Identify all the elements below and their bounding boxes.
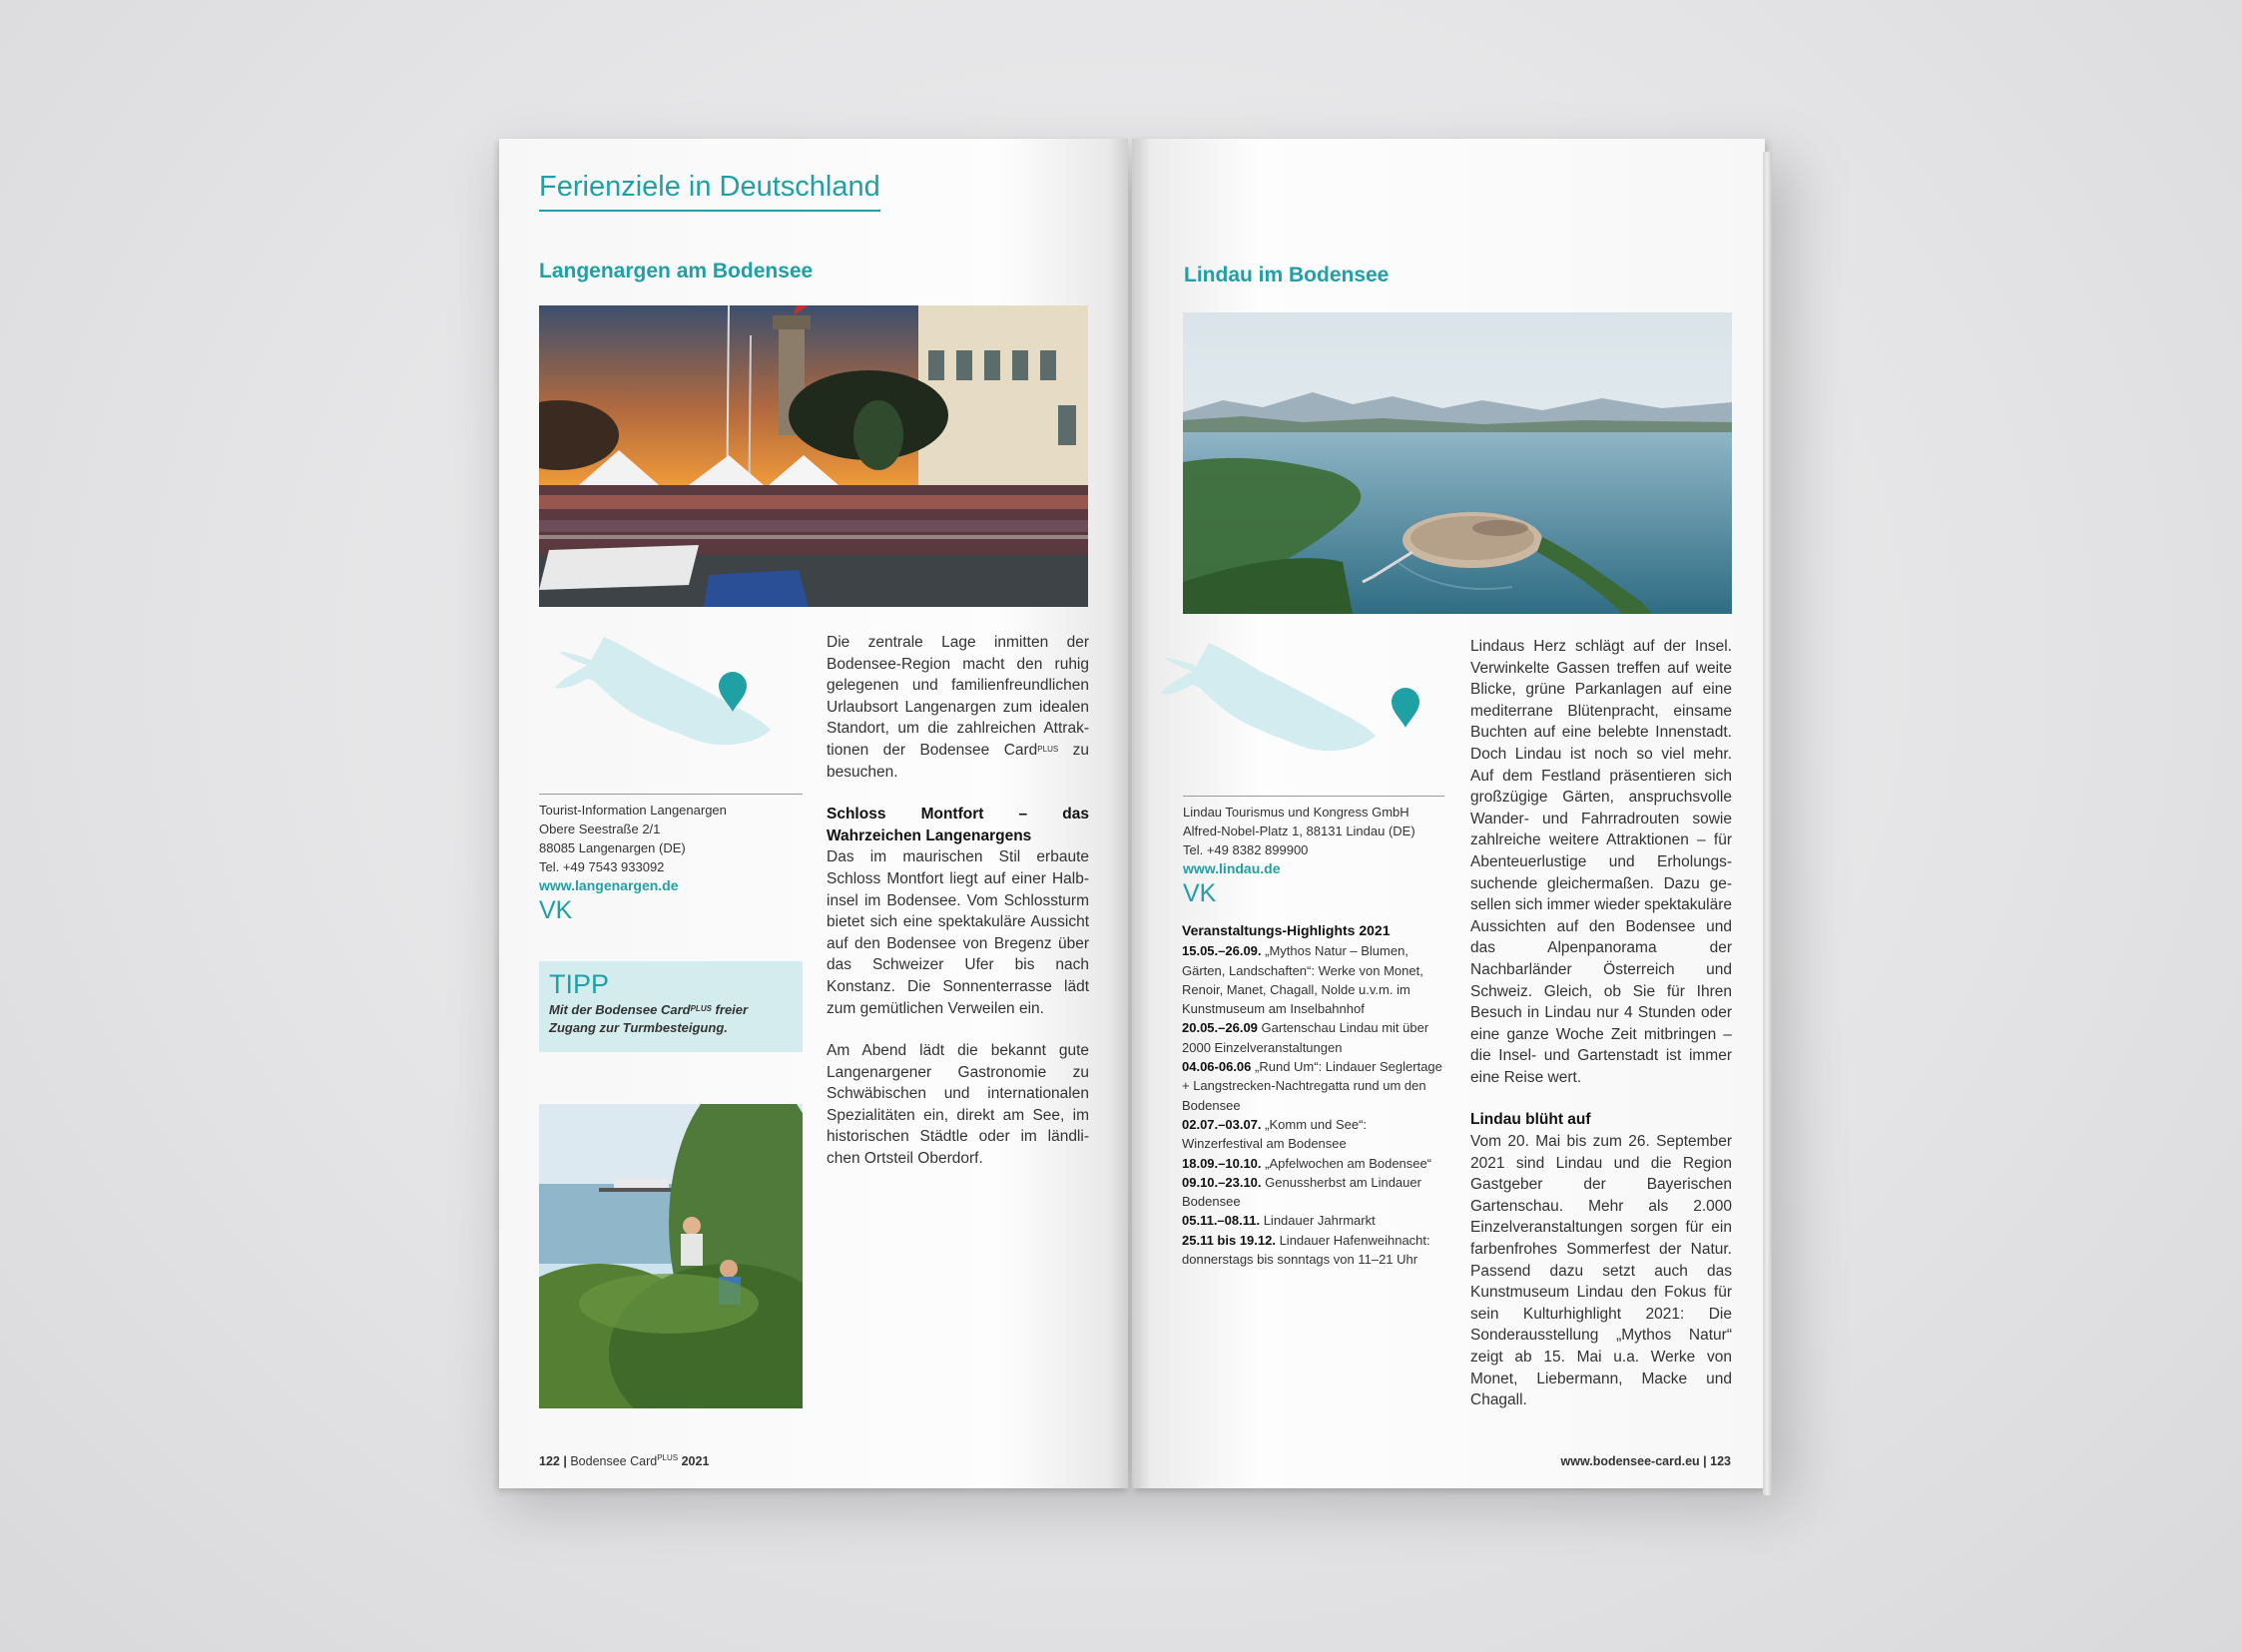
contact-langenargen [539,794,803,925]
event-item: 02.07.–03.07. „Komm und See“: Winzerfestival am Bodensee [1182,1116,1368,1152]
event-item: 25.11 bis 19.12. Lindauer Hafenweihnacht: donnerstags bis sonntags von 11–21 Uhr [1182,1232,1430,1268]
event-item: 04.06-06.06 „Rund Um“: Lindauer Seglertage + Langstrecken-Nachtregatta rund um den Bodensee [1182,1059,1442,1113]
contact-line: Alfred-Nobel-Platz 1, 88131 Lindau (DE) [1183,824,1415,838]
contact-line: Lindau Tourismus und Kongress GmbH [1183,805,1409,820]
event-item: 09.10.–23.10. Genussherbst am Lindauer Bodensee [1182,1174,1421,1210]
contact-line: Tel. +49 8382 899900 [1183,842,1309,857]
tipp-text: Mit der Bodensee Card$^{PLUS}$ freier Zugang zur Turmbesteigung. [549,1002,749,1035]
page-edge [1763,152,1772,1495]
left-page [499,139,1128,1488]
contact-line: 88085 Langenargen (DE) [539,840,686,855]
events-heading: Veranstaltungs-Highlights 2021 [1182,922,1391,938]
event-item: 15.05.–26.09. „Mythos Natur – Blumen, Gärten, Landschaften“: Werke von Monet, Renoir, Manet, Chagall, Nolde u.v.m. im Kunstmuseum am Inselbahnhof [1182,943,1423,1017]
footer-url: www.bodensee-card.eu [1560,1454,1700,1468]
page-number: 122 [539,1454,560,1468]
event-item: 20.05.–26.09 Gartenschau Lindau mit über 2000 Einzelveranstaltungen [1182,1020,1429,1055]
contact-line: Tourist-Information Langenargen [539,803,727,818]
contact-divider [539,794,803,795]
tipp-heading: TIPP [549,969,610,999]
vk-label: VK [539,896,573,924]
langenargen-body-text [827,632,1089,1191]
left-footer: 122 | Bodensee Card$^{PLUS}$ 2021 [539,1453,710,1468]
right-page [1132,139,1765,1488]
map-pin-icon [717,670,749,717]
right-footer: www.bodensee-card.eu | 123 [1560,1454,1731,1468]
lindau-body-text [1470,636,1732,1432]
event-item: 18.09.–10.10. „Apfelwochen am Bodensee“ [1182,1155,1432,1171]
langenargen-harbour-photo [539,305,1088,607]
website-link[interactable]: www.langenargen.de [539,877,679,893]
vk-label: VK [1183,879,1217,907]
intro-paragraph: Die zentrale Lage inmitten der Bodensee-Region macht den ruhig gelegenen und familienfreundlichen Urlaubsort Langenargen zum idealen Standort, um die zahlreichen Attraktionen der Bodensee Card$^{PLUS}$ zu besuchen. [827,634,1089,781]
lindau-intro-paragraph: Lindaus Herz schlägt auf der Insel. Verwinkelte Gassen treffen auf weite Blicke, grüne Parkanlagen auf eine mediterrane Blütenpracht, einsame Buchten auf eine belebte Innenstadt. Doch Lindau ist noch so viel mehr. Auf dem Festland präsentieren sich großzügige Gärten, anspruchsvolle Wander- und Fahrradrouten sowie zahlreiche weitere Attraktionen – für Abenteuerlustige und Erholungssuchende gleichermaßen. Dazu gesellen sich immer wieder spektakuläre Aussichten auf den Bodensee und das Alpenpanorama der Nachbarländer Österreich und Schweiz. Gleich, ob Sie für Ihren Besuch in Lindau nur 4 Stunden oder eine ganze Woche Zeit mitbringen – die Insel- und Gartenstadt ist immer eine Reise wert. [1470,638,1732,1086]
place-title-lindau: Lindau im Bodensee [1184,264,1390,286]
place-title-langenargen: Langenargen am Bodensee [539,260,814,282]
contact-line: Obere Seestraße 2/1 [539,822,661,836]
contact-line: Tel. +49 7543 933092 [539,859,665,874]
tipp-box [539,961,803,1052]
events-list [1182,921,1443,1269]
map-pin-icon [1390,686,1421,733]
footer-year: 2021 [681,1454,710,1468]
schloss-paragraph: Das im maurischen Stil erbaute Schloss Montfort liegt auf einer Halbinsel im Bodensee. Vom Schlossturm bietet sich eine spektakuläre Aussicht auf den Bodensee von Bregenz über das Schweizer Ufer bis nach Konstanz. Die Sonnenterrasse lädt zum gemütlichen Verweilen ein. [827,848,1089,1017]
event-item: 05.11.–08.11. Lindauer Jahrmarkt [1182,1213,1376,1229]
website-link[interactable]: www.lindau.de [1183,860,1281,876]
subheading-lindau-bluht: Lindau blüht auf [1470,1111,1591,1129]
lindau-location-map [1154,638,1384,763]
evening-paragraph: Am Abend lädt die bekannt gute Langenargener Gastronomie zu Schwäbischen und internationalen Spezialitäten ein, direkt am See, im historischen Städtle oder im ländlichen Ortsteil Oberdorf. [827,1042,1089,1168]
page-number: 123 [1710,1454,1731,1468]
lakeside-children-photo [539,1104,803,1408]
subheading-schloss: Schloss Montfort – das Wahrzeichen Langenargens [827,806,1089,844]
contact-lindau [1183,796,1444,908]
section-title: Ferienziele in Deutschland [539,171,880,212]
gartenschau-paragraph: Vom 20. Mai bis zum 26. September 2021 sind Lindau und die Region Gastgeber der Bayerischen Gartenschau. Mehr als 2.000 Einzelveranstaltungen sorgen für ein farbenfrohes Sommerfest der Natur. Passend dazu setzt auch das Kunstmuseum Lindau den Fokus für sein Kulturhighlight 2021: Die Sonderausstellung „Mythos Natur“ zeigt ab 15. Mai u.a. Werke von Monet, Liebermann, Macke und Chagall. [1470,1133,1732,1409]
lindau-aerial-photo [1183,312,1732,614]
footer-brand: Bodensee Card [570,1454,658,1468]
contact-divider [1183,796,1444,797]
